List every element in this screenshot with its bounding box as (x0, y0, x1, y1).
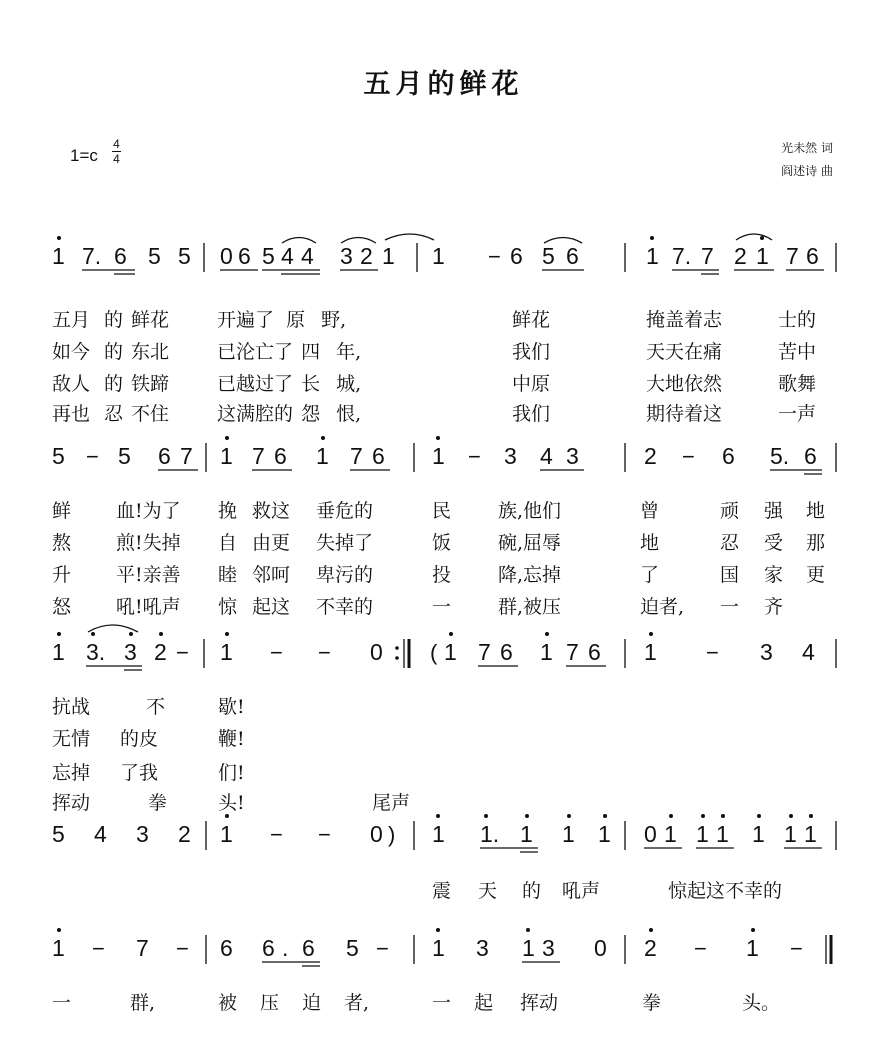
svg-text:1: 1 (664, 821, 677, 847)
svg-text:2: 2 (178, 821, 191, 847)
lyric: 拳 (642, 992, 662, 1014)
note: 7 (786, 243, 799, 269)
lyric: 五月 (52, 309, 91, 331)
note: 1 (382, 243, 395, 269)
lyric: 被 (218, 992, 238, 1014)
svg-text:1: 1 (696, 821, 709, 847)
note: 4 (301, 243, 314, 269)
svg-text:6: 6 (722, 443, 735, 469)
lyric: 齐 (764, 596, 784, 618)
note: 1 (646, 243, 659, 269)
lyric: 一 (432, 992, 452, 1014)
lyric: 自 (218, 532, 238, 554)
note: 5 (148, 243, 161, 269)
lyric: 拳 (148, 792, 168, 814)
svg-text:1: 1 (220, 821, 233, 847)
svg-text:6: 6 (220, 935, 233, 961)
lyric: 惊 (218, 596, 238, 618)
lyric: 不 (146, 696, 166, 718)
svg-text:1: 1 (316, 443, 329, 469)
svg-text:−: − (318, 640, 331, 665)
svg-text:1: 1 (644, 639, 657, 665)
note: 7. (672, 243, 692, 269)
svg-text:0: 0 (370, 821, 383, 847)
lyric-line (52, 337, 361, 364)
lyric: 群,被压 (498, 596, 562, 618)
lyric: 士的 (778, 309, 817, 331)
time-signature-top: 4 (113, 137, 120, 151)
lyric: 挥动 (520, 992, 559, 1014)
svg-text:3: 3 (760, 639, 773, 665)
svg-text:−: − (92, 936, 105, 961)
lyric: 降,忘掉 (498, 564, 562, 586)
lyric: 原 (286, 309, 306, 331)
song-title: 五月的鲜花 (363, 69, 524, 100)
lyricist-credit: 光未然 词 (781, 141, 833, 155)
lyric: 年, (336, 341, 362, 363)
lyric: 救这 (252, 500, 291, 522)
note: 6 (238, 243, 251, 269)
lyric-line (52, 369, 361, 396)
svg-text:6: 6 (302, 935, 315, 961)
svg-text:2: 2 (644, 935, 657, 961)
lyric: 的皮 (120, 728, 159, 750)
svg-text:4: 4 (802, 639, 815, 665)
lyric: 者, (344, 992, 370, 1014)
lyric: 迫者, (640, 596, 685, 618)
lyric: 国 (720, 564, 740, 586)
svg-text:3: 3 (136, 821, 149, 847)
svg-text:−: − (270, 640, 283, 665)
lyric: 挥动 (52, 792, 91, 814)
svg-text:6: 6 (158, 443, 171, 469)
lyric: 的 (522, 880, 542, 902)
note: 7 (701, 243, 714, 269)
svg-text:1: 1 (432, 935, 445, 961)
svg-text:(: ( (430, 640, 438, 665)
lyric: 怨 (301, 403, 321, 425)
svg-text:5.: 5. (770, 443, 790, 469)
lyric: 震 (432, 880, 452, 902)
lyric: 我们 (512, 341, 551, 363)
svg-text:4: 4 (540, 443, 553, 469)
svg-text:7: 7 (180, 443, 193, 469)
svg-text:7: 7 (136, 935, 149, 961)
svg-text:1: 1 (220, 639, 233, 665)
note: 4 (281, 243, 294, 269)
svg-text:5: 5 (118, 443, 131, 469)
svg-text:1: 1 (540, 639, 553, 665)
lyric: 族,他们 (498, 500, 562, 522)
svg-text:−: − (318, 822, 331, 847)
lyric: 铁蹄 (131, 373, 170, 395)
lyric: 天天在痛 (646, 341, 723, 363)
svg-text:−: − (468, 444, 481, 469)
system-3-notes (52, 625, 836, 670)
lyric: 投 (432, 564, 452, 586)
lyric: 惊起这不幸的 (668, 880, 783, 902)
lyric: 了 (640, 564, 660, 586)
svg-text:0: 0 (644, 821, 657, 847)
svg-text:6: 6 (804, 443, 817, 469)
note: 7. (82, 243, 102, 269)
svg-text:3: 3 (504, 443, 517, 469)
lyric: 睦 (218, 564, 238, 586)
note: 6 (510, 243, 523, 269)
lyric: 血!为了 (116, 500, 181, 522)
svg-text:1: 1 (562, 821, 575, 847)
lyric: 一 (432, 596, 452, 618)
lyric: 这满腔的 (217, 403, 294, 425)
svg-text:−: − (270, 822, 283, 847)
svg-text:1: 1 (522, 935, 535, 961)
lyric: 压 (260, 992, 280, 1014)
svg-text:6: 6 (500, 639, 513, 665)
lyric: 挽 (218, 500, 238, 522)
lyric: 民 (432, 500, 452, 522)
note: 0 (220, 243, 233, 269)
lyric: 掩盖着志 (646, 309, 723, 331)
lyric: 鲜花 (131, 309, 170, 331)
svg-text:1: 1 (784, 821, 797, 847)
composer-credit: 阎述诗 曲 (781, 164, 833, 178)
lyric: 鲜 (52, 500, 72, 522)
lyric: 强 (764, 500, 784, 522)
lyric: 鲜花 (512, 309, 551, 331)
svg-text:3: 3 (542, 935, 555, 961)
lyric: 野, (321, 309, 347, 331)
note: 5 (542, 243, 555, 269)
lyric: 失掉了 (316, 532, 374, 554)
svg-text:6: 6 (372, 443, 385, 469)
lyric: 已沦亡了 (217, 341, 294, 363)
lyric: 起这 (252, 596, 291, 618)
svg-text:−: − (176, 936, 189, 961)
svg-text:7: 7 (252, 443, 265, 469)
svg-text:1: 1 (52, 639, 65, 665)
lyric: 鞭! (218, 728, 245, 750)
lyric: 的 (104, 373, 124, 395)
svg-text:3: 3 (124, 639, 137, 665)
note: 5 (178, 243, 191, 269)
lyric: 的 (104, 341, 124, 363)
lyric: 忘掉 (52, 762, 91, 784)
lyric: 煎!失掉 (116, 532, 181, 554)
svg-text:−: − (694, 936, 707, 961)
svg-text:−: − (376, 936, 389, 961)
lyric: 长 (301, 373, 321, 395)
svg-text:−: − (790, 936, 803, 961)
lyric: 卑污的 (316, 564, 374, 586)
svg-text:1: 1 (746, 935, 759, 961)
lyric: 大地依然 (646, 373, 723, 395)
lyric-line (52, 305, 346, 332)
lyric: 如今 (52, 341, 91, 363)
dash: − (488, 244, 501, 269)
lyric: 我们 (512, 403, 551, 425)
key-signature: 1=c (70, 146, 98, 165)
lyric: 邻呵 (252, 564, 291, 586)
svg-text:1: 1 (444, 639, 457, 665)
svg-text:1: 1 (716, 821, 729, 847)
svg-text:1: 1 (752, 821, 765, 847)
lyric: 天 (478, 880, 498, 902)
note: 3 (340, 243, 353, 269)
svg-text:4: 4 (94, 821, 107, 847)
lyric: 期待着这 (646, 403, 723, 425)
lyric: 敌人 (52, 373, 91, 395)
lyric: 忍 (104, 403, 124, 425)
coda-label: 尾声 (372, 792, 411, 814)
lyric: 头! (218, 792, 245, 814)
octave-dot (57, 236, 61, 240)
lyric: 迫 (302, 992, 322, 1014)
note: 1 (756, 243, 769, 269)
lyric: 家 (764, 564, 784, 586)
lyric: 已越过了 (217, 373, 294, 395)
svg-text:1: 1 (804, 821, 817, 847)
lyric: 四 (301, 341, 321, 363)
svg-text:6: 6 (274, 443, 287, 469)
svg-text:1: 1 (520, 821, 533, 847)
lyric: 地 (806, 500, 826, 522)
svg-text:3: 3 (476, 935, 489, 961)
lyric: 不幸的 (316, 596, 374, 618)
lyric: 们! (218, 762, 245, 784)
lyric: 群, (130, 992, 156, 1014)
system-5-notes (52, 928, 831, 966)
lyric: 不住 (131, 403, 170, 425)
svg-text:5: 5 (52, 443, 65, 469)
lyric: 曾 (640, 500, 660, 522)
system-2-notes (52, 436, 836, 474)
time-signature-bottom: 4 (113, 152, 120, 166)
lyric: 苦中 (778, 341, 817, 363)
svg-text:1: 1 (52, 935, 65, 961)
lyric: 那 (806, 532, 826, 554)
lyric: 升 (52, 564, 72, 586)
lyric: 歇! (218, 696, 245, 718)
svg-text:6: 6 (588, 639, 601, 665)
svg-text:): ) (388, 822, 396, 847)
lyric: 头。 (742, 992, 781, 1014)
system-1-notes (52, 234, 836, 274)
note: 2 (360, 243, 373, 269)
lyric: 歌舞 (778, 373, 817, 395)
lyric: 了我 (120, 762, 159, 784)
lyric: 怒 (52, 596, 72, 618)
lyric: 吼!吼声 (116, 596, 181, 618)
note: 1 (52, 243, 65, 269)
lyric: 平!亲善 (116, 564, 181, 586)
svg-text:1: 1 (432, 443, 445, 469)
svg-text:−: − (176, 640, 189, 665)
lyric: 受 (764, 532, 784, 554)
svg-text:7: 7 (478, 639, 491, 665)
lyric: 垂危的 (316, 500, 374, 522)
svg-text:−: − (682, 444, 695, 469)
lyric: 再也 (52, 403, 91, 425)
svg-text:−: − (86, 444, 99, 469)
note: 6 (806, 243, 819, 269)
svg-text:1: 1 (598, 821, 611, 847)
lyric: 起 (474, 992, 494, 1014)
lyric: 中原 (512, 373, 551, 395)
svg-text:5: 5 (346, 935, 359, 961)
note: 6 (114, 243, 127, 269)
svg-text:7: 7 (350, 443, 363, 469)
svg-text:7: 7 (566, 639, 579, 665)
lyric: 的 (104, 309, 124, 331)
svg-text:5: 5 (52, 821, 65, 847)
lyric: 熬 (52, 532, 72, 554)
svg-text:1.: 1. (480, 821, 500, 847)
lyric: 吼声 (562, 880, 601, 902)
svg-text:2: 2 (154, 639, 167, 665)
lyric: 一声 (778, 403, 817, 425)
lyric: 一 (720, 596, 740, 618)
lyric: 顽 (720, 500, 740, 522)
lyric: 开遍了 (217, 309, 275, 331)
svg-text:.: . (282, 935, 289, 961)
svg-text:1: 1 (432, 821, 445, 847)
note: 2 (734, 243, 747, 269)
note: 1 (432, 243, 445, 269)
lyric: 东北 (131, 341, 170, 363)
lyric-line (52, 399, 361, 426)
system-4-notes (52, 814, 836, 852)
lyric: 一 (52, 992, 72, 1014)
lyric: 更 (806, 564, 826, 586)
svg-text:1: 1 (220, 443, 233, 469)
lyric: 碗,屈辱 (498, 532, 562, 554)
note: 6 (566, 243, 579, 269)
svg-text:3.: 3. (86, 639, 106, 665)
svg-text:0: 0 (594, 935, 607, 961)
lyric: 由更 (252, 532, 291, 554)
lyric: 城, (336, 373, 362, 395)
svg-text:−: − (706, 640, 719, 665)
svg-text:0: 0 (370, 639, 383, 665)
svg-text:3: 3 (566, 443, 579, 469)
lyric: 忍 (720, 532, 740, 554)
svg-text:6: 6 (262, 935, 275, 961)
lyric: 地 (640, 532, 660, 554)
lyric: 无情 (52, 728, 91, 750)
note: 5 (262, 243, 275, 269)
svg-text:2: 2 (644, 443, 657, 469)
lyric: 抗战 (52, 696, 91, 718)
lyric: 恨, (336, 403, 362, 425)
lyric: 饭 (432, 532, 452, 554)
